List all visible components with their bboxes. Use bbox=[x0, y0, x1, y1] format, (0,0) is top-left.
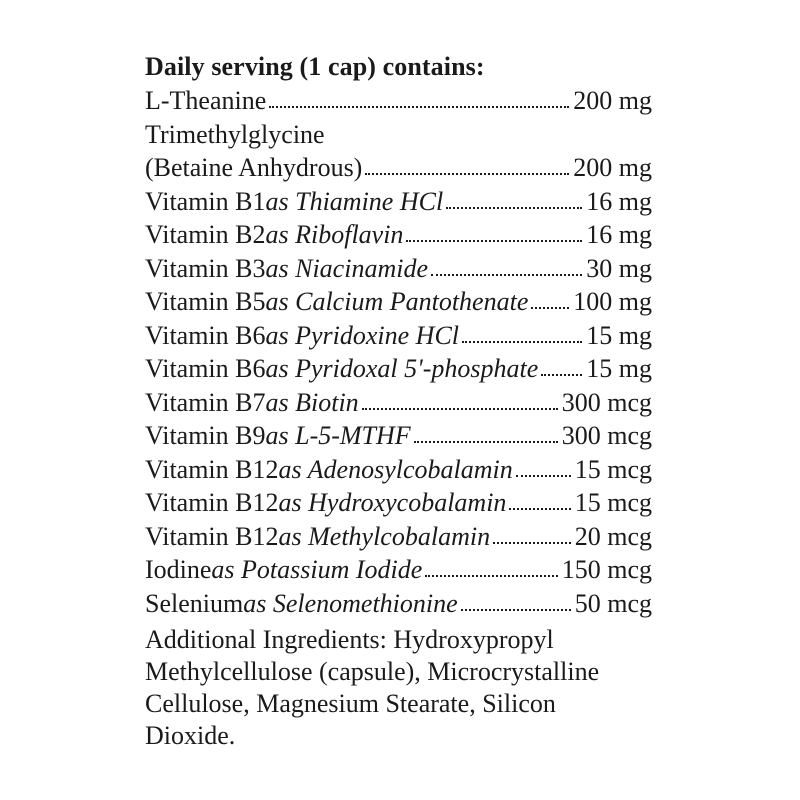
ingredient-name: Vitamin B1 bbox=[145, 186, 266, 216]
ingredient-form: as Calcium Pantothenate bbox=[265, 287, 529, 316]
ingredient-amount: 16 mg bbox=[586, 186, 652, 216]
ingredient-row bbox=[145, 486, 652, 520]
ingredient-amount: 30 mg bbox=[586, 253, 652, 283]
ingredient-amount: 100 mg bbox=[573, 287, 652, 316]
ingredient-amount: 50 mcg bbox=[574, 588, 652, 618]
ingredient-form: as Pyridoxine HCl bbox=[265, 320, 460, 350]
ingredient-row bbox=[145, 285, 652, 319]
dot-leader bbox=[509, 501, 570, 511]
ingredient-form: as Thiamine HCl bbox=[265, 186, 444, 216]
dot-leader bbox=[461, 602, 571, 612]
ingredient-name: (Betaine Anhydrous) bbox=[145, 153, 363, 182]
ingredient-form: as Riboflavin bbox=[265, 220, 404, 249]
ingredient-amount: 300 mcg bbox=[561, 421, 652, 450]
dot-leader bbox=[493, 535, 571, 545]
ingredient-form: as Niacinamide bbox=[265, 253, 428, 283]
ingredient-row bbox=[145, 185, 652, 219]
dot-leader bbox=[365, 166, 569, 176]
ingredient-name: Vitamin B12 bbox=[145, 521, 279, 551]
ingredient-name: Vitamin B3 bbox=[145, 253, 266, 283]
ingredient-name: Vitamin B2 bbox=[145, 220, 266, 249]
ingredient-form: as Hydroxycobalamin bbox=[278, 488, 507, 517]
ingredient-amount: 15 mcg bbox=[574, 454, 652, 484]
ingredient-name: Vitamin B12 bbox=[145, 488, 279, 517]
ingredient-name: Iodine bbox=[145, 555, 212, 584]
dot-leader bbox=[425, 568, 557, 578]
ingredient-row bbox=[145, 587, 652, 621]
ingredient-name: L-Theanine bbox=[145, 86, 267, 115]
ingredient-amount: 15 mg bbox=[586, 354, 652, 383]
ingredient-list bbox=[145, 84, 652, 620]
ingredient-form: as Adenosylcobalamin bbox=[278, 454, 513, 484]
ingredient-row bbox=[145, 218, 652, 252]
serving-heading: Daily serving (1 cap) contains: bbox=[145, 52, 485, 81]
dot-leader bbox=[269, 99, 569, 109]
supplement-facts-panel bbox=[145, 50, 652, 778]
ingredient-row bbox=[145, 453, 652, 487]
dot-leader bbox=[431, 267, 582, 277]
ingredient-amount: 15 mcg bbox=[574, 488, 652, 517]
ingredient-row bbox=[145, 553, 652, 587]
ingredient-name: Vitamin B7 bbox=[145, 387, 266, 417]
dot-leader bbox=[541, 367, 582, 377]
ingredient-amount: 200 mg bbox=[573, 153, 652, 182]
ingredient-name-line: Trimethylglycine bbox=[145, 119, 325, 149]
ingredient-row bbox=[145, 520, 652, 554]
ingredient-amount: 15 mg bbox=[586, 320, 652, 350]
ingredient-form: as Selenomethionine bbox=[243, 588, 458, 618]
ingredient-name: Vitamin B9 bbox=[145, 421, 266, 450]
ingredient-row bbox=[145, 252, 652, 286]
ingredient-amount: 200 mg bbox=[573, 86, 652, 115]
dot-leader bbox=[362, 401, 558, 411]
ingredient-name: Selenium bbox=[145, 588, 244, 618]
ingredient-row bbox=[145, 319, 652, 353]
ingredient-form: as L-5-MTHF bbox=[265, 421, 411, 450]
additional-ingredients: Additional Ingredients: Hydroxypropyl Methylcellulose (capsule), Microcrystalline Cellulose, Magnesium Stearate, Silicon Dioxide. bbox=[145, 625, 600, 750]
ingredient-form: as Pyridoxal 5'-phosphate bbox=[265, 354, 539, 383]
ingredient-row bbox=[145, 352, 652, 386]
dot-leader bbox=[531, 300, 569, 310]
ingredient-name: Vitamin B5 bbox=[145, 287, 266, 316]
ingredient-row bbox=[145, 386, 652, 420]
dot-leader bbox=[516, 468, 571, 478]
ingredient-row bbox=[145, 151, 652, 185]
dot-leader bbox=[414, 434, 558, 444]
ingredient-name: Vitamin B6 bbox=[145, 320, 266, 350]
ingredient-amount: 20 mcg bbox=[574, 521, 652, 551]
dot-leader bbox=[462, 334, 582, 344]
ingredient-amount: 150 mcg bbox=[561, 555, 652, 584]
ingredient-amount: 300 mcg bbox=[561, 387, 652, 417]
dot-leader bbox=[406, 233, 582, 243]
ingredient-name: Vitamin B12 bbox=[145, 454, 279, 484]
ingredient-form: as Potassium Iodide bbox=[211, 555, 423, 584]
ingredient-row bbox=[145, 84, 652, 118]
ingredient-form: as Biotin bbox=[265, 387, 359, 417]
ingredient-row bbox=[145, 419, 652, 453]
ingredient-name: Vitamin B6 bbox=[145, 354, 266, 383]
ingredient-form: as Methylcobalamin bbox=[278, 521, 491, 551]
ingredient-amount: 16 mg bbox=[586, 220, 652, 249]
dot-leader bbox=[446, 200, 582, 210]
